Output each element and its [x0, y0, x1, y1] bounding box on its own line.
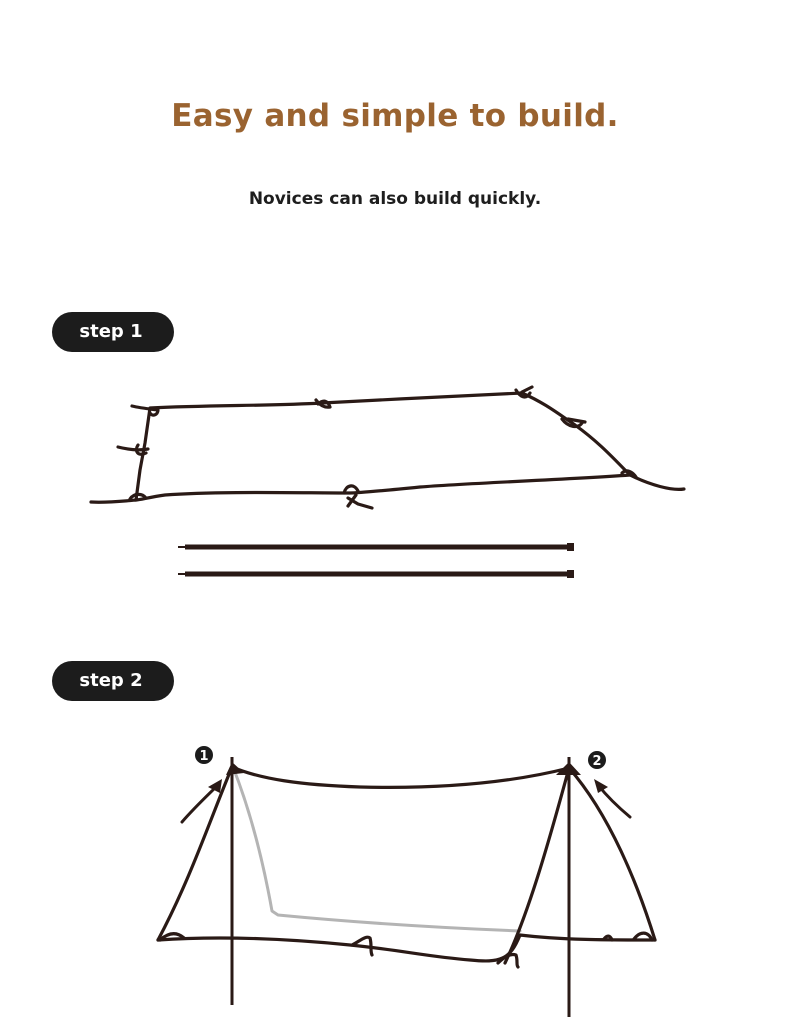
marker-2: [588, 751, 606, 769]
peak-cap-right: [556, 762, 581, 775]
corner-loop: [344, 486, 372, 508]
step-2-illustration: [0, 735, 790, 1025]
page-title: Easy and simple to build.: [171, 98, 619, 134]
step-2-badge: step 2: [52, 661, 174, 701]
svg-text:1: 1: [199, 749, 209, 764]
step-1-badge: step 1: [52, 312, 174, 352]
tarp-front-edge: [505, 768, 569, 963]
tarp-left-side: [158, 767, 232, 940]
guy-line-right-flat: [630, 475, 684, 489]
step-1-illustration: [0, 375, 790, 585]
tarp-ridge: [232, 767, 569, 787]
tarp-outline-flat: [136, 393, 630, 500]
corner-loop: [516, 387, 532, 397]
tie-loop: [498, 954, 518, 967]
svg-text:2: 2: [592, 754, 602, 769]
ghost-tarp-outline: [233, 767, 520, 931]
peak-cap-left: [226, 762, 244, 775]
marker-1: [195, 746, 213, 764]
page-subtitle: Novices can also build quickly.: [248, 189, 542, 209]
tarp-right-side: [569, 768, 655, 940]
